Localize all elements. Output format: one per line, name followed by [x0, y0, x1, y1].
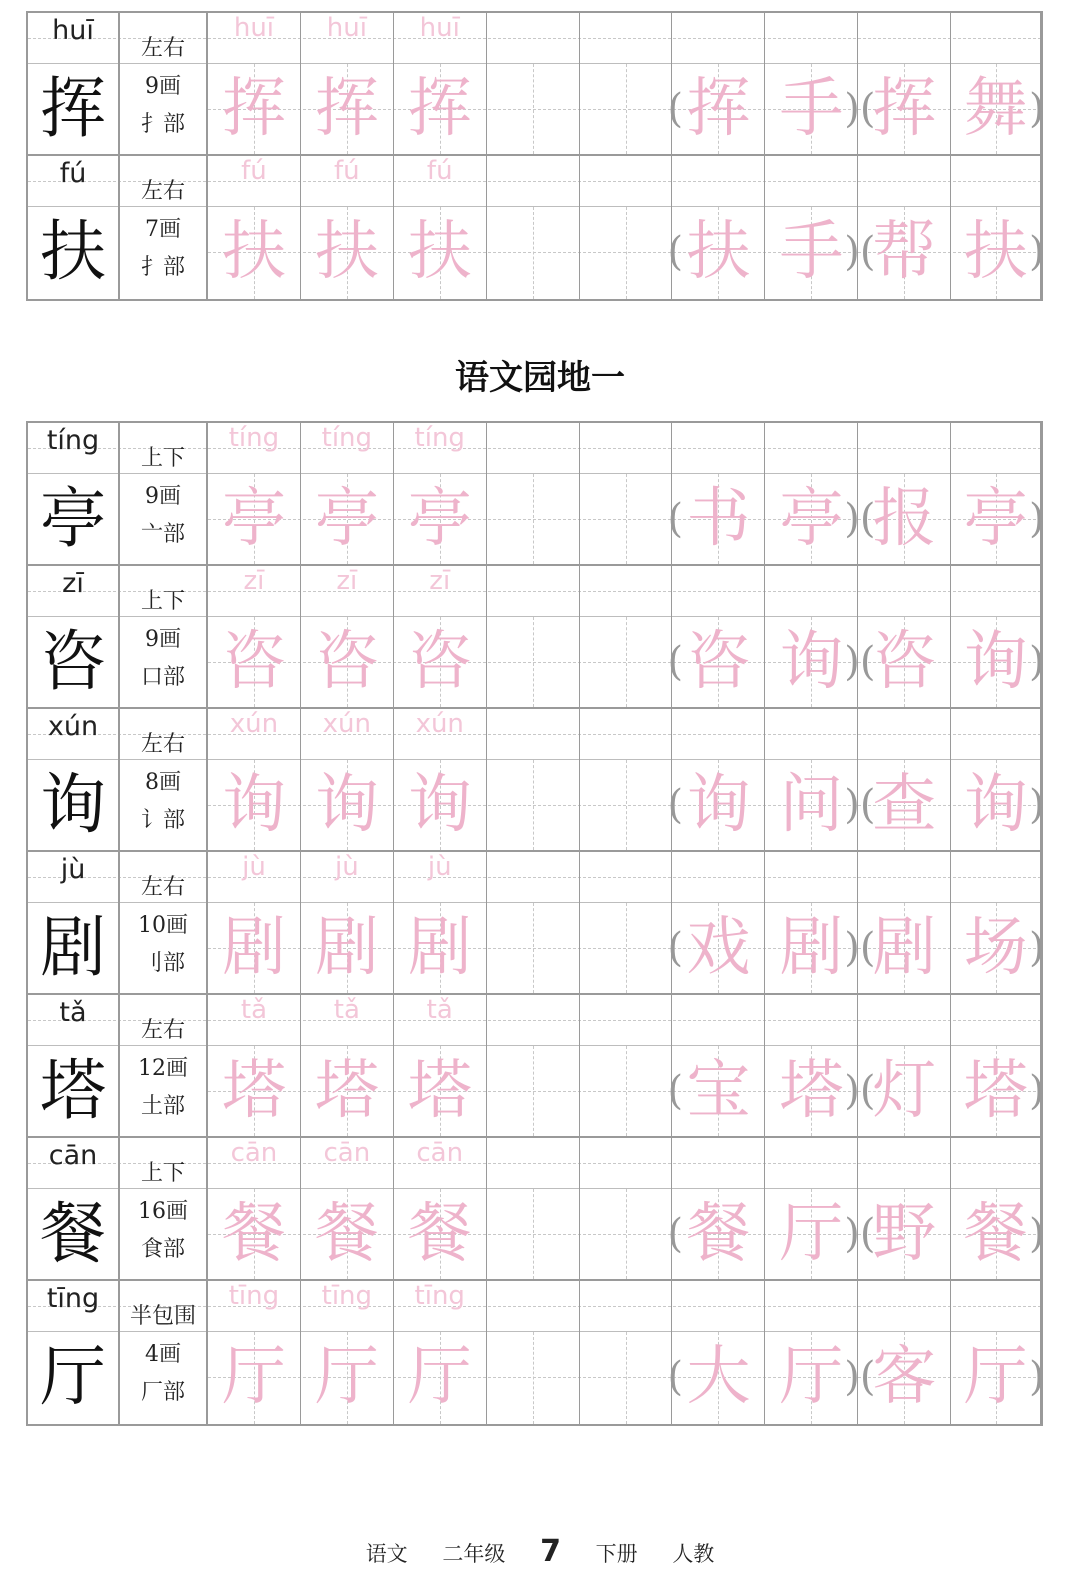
practice-cell[interactable] — [673, 709, 766, 850]
char-pinyin: fú — [59, 158, 87, 189]
trace-pinyin: tīng — [321, 1281, 373, 1311]
practice-cell[interactable] — [673, 423, 766, 564]
practice-cell[interactable] — [951, 156, 1041, 299]
section-title: 语文园地一 — [455, 358, 625, 398]
trace-pinyin: tǎ — [333, 995, 360, 1025]
paren-mark: ) — [1029, 86, 1045, 132]
char-cell — [28, 1138, 120, 1279]
word-char: 亭 — [963, 482, 1028, 556]
paren-mark: )( — [844, 1068, 876, 1114]
practice-cell[interactable] — [673, 566, 766, 707]
char-radical: 食部 — [140, 1237, 185, 1262]
trace-pinyin: tíng — [321, 423, 373, 453]
guide-line — [533, 207, 534, 299]
practice-cell[interactable] — [394, 156, 487, 299]
char-strokes: 7画 — [145, 217, 181, 242]
practice-cell[interactable] — [394, 1281, 487, 1424]
char-pinyin: zī — [62, 568, 84, 599]
practice-cell[interactable] — [673, 156, 766, 299]
paren-mark: )( — [844, 639, 876, 685]
paren-mark: )( — [844, 229, 876, 275]
char-structure: 上下 — [140, 589, 185, 614]
practice-cell[interactable] — [580, 566, 673, 707]
char-info-cell — [120, 423, 208, 564]
page-number: 7 — [540, 1534, 561, 1569]
practice-cell[interactable] — [487, 156, 580, 299]
word-char: 厅 — [963, 1340, 1028, 1414]
practice-cell[interactable] — [208, 13, 301, 154]
practice-cell[interactable] — [301, 1138, 394, 1279]
practice-cell[interactable] — [951, 1138, 1041, 1279]
word-char: 问 — [779, 768, 844, 842]
trace-char: 挥 — [221, 72, 286, 146]
trace-char: 塔 — [221, 1054, 286, 1128]
paren-mark: ( — [667, 639, 684, 685]
paren-mark: ) — [1029, 925, 1045, 971]
guide-line — [626, 64, 627, 154]
word-char: 餐 — [686, 1197, 751, 1271]
char-glyph: 挥 — [40, 70, 106, 147]
practice-cell[interactable] — [394, 852, 487, 993]
practice-cell[interactable] — [951, 1281, 1041, 1424]
char-cell — [28, 156, 120, 299]
char-pinyin: cān — [48, 1140, 98, 1171]
trace-char: 剧 — [221, 911, 286, 985]
guide-line — [626, 474, 627, 564]
trace-char: 亭 — [221, 482, 286, 556]
char-cell — [28, 995, 120, 1136]
paren-mark: )( — [844, 1211, 876, 1257]
practice-cell[interactable] — [208, 423, 301, 564]
trace-char: 挥 — [314, 72, 379, 146]
char-strokes: 16画 — [138, 1199, 188, 1224]
practice-cell[interactable] — [487, 1281, 580, 1424]
char-row — [28, 156, 1045, 299]
word-char: 舞 — [963, 72, 1028, 146]
char-row — [28, 423, 1045, 566]
word-char: 手 — [779, 215, 844, 289]
guide-line — [533, 1046, 534, 1136]
practice-cell[interactable] — [487, 423, 580, 564]
char-glyph: 餐 — [40, 1195, 106, 1272]
trace-pinyin: jù — [427, 852, 452, 882]
paren-mark: ( — [667, 1354, 684, 1400]
char-glyph: 剧 — [40, 909, 106, 986]
paren-mark: ( — [667, 1211, 684, 1257]
char-radical: 刂部 — [140, 951, 185, 976]
char-structure: 左右 — [140, 1018, 185, 1043]
trace-pinyin: fú — [426, 156, 453, 186]
word-char: 咨 — [686, 625, 751, 699]
footer-publisher: 人教 — [672, 1542, 715, 1566]
practice-cell[interactable] — [580, 1281, 673, 1424]
char-pinyin: jù — [60, 854, 86, 885]
practice-cell[interactable] — [487, 566, 580, 707]
paren-mark: ) — [1029, 782, 1045, 828]
trace-char: 亭 — [407, 482, 472, 556]
practice-cell[interactable] — [208, 156, 301, 299]
trace-char: 挥 — [407, 72, 472, 146]
word-char: 大 — [686, 1340, 751, 1414]
trace-pinyin: cān — [416, 1138, 464, 1168]
paren-mark: ( — [667, 925, 684, 971]
practice-cell[interactable] — [951, 852, 1041, 993]
char-structure: 左右 — [140, 732, 185, 757]
char-pinyin: xún — [47, 711, 99, 742]
paren-mark: ( — [667, 229, 684, 275]
practice-cell[interactable] — [208, 852, 301, 993]
practice-cell[interactable] — [580, 423, 673, 564]
char-glyph: 厅 — [40, 1338, 106, 1415]
trace-pinyin: cān — [323, 1138, 371, 1168]
practice-cell[interactable] — [301, 423, 394, 564]
word-char: 剧 — [872, 911, 937, 985]
practice-table-1 — [26, 11, 1043, 301]
practice-cell[interactable] — [208, 709, 301, 850]
trace-char: 扶 — [221, 215, 286, 289]
char-strokes: 12画 — [138, 1056, 188, 1081]
trace-char: 询 — [314, 768, 379, 842]
trace-char: 厅 — [221, 1340, 286, 1414]
trace-char: 塔 — [407, 1054, 472, 1128]
char-structure: 半包围 — [129, 1304, 196, 1329]
word-char: 扶 — [963, 215, 1028, 289]
char-glyph: 咨 — [40, 623, 106, 700]
practice-cell[interactable] — [580, 995, 673, 1136]
trace-char: 剧 — [407, 911, 472, 985]
practice-cell[interactable] — [951, 423, 1041, 564]
practice-cell[interactable] — [673, 1281, 766, 1424]
practice-cell[interactable] — [951, 13, 1041, 154]
practice-cell[interactable] — [394, 995, 487, 1136]
guide-line — [533, 474, 534, 564]
practice-cell[interactable] — [394, 13, 487, 154]
trace-pinyin: tǎ — [240, 995, 268, 1025]
trace-pinyin: huī — [326, 13, 367, 43]
char-cell — [28, 709, 120, 850]
trace-pinyin: fú — [334, 156, 360, 186]
trace-char: 扶 — [407, 215, 472, 289]
trace-char: 亭 — [314, 482, 379, 556]
char-radical: 扌部 — [140, 112, 185, 137]
char-strokes: 10画 — [138, 913, 188, 938]
guide-line — [626, 617, 627, 707]
trace-pinyin: xún — [322, 709, 371, 739]
guide-line — [533, 1189, 534, 1279]
word-char: 书 — [686, 482, 751, 556]
word-char: 野 — [872, 1197, 937, 1271]
trace-char: 询 — [221, 768, 286, 842]
word-char: 灯 — [872, 1054, 937, 1128]
paren-mark: ) — [1029, 1354, 1045, 1400]
char-structure: 上下 — [140, 1161, 185, 1186]
char-info-cell — [120, 852, 208, 993]
practice-cell[interactable] — [951, 709, 1041, 850]
word-char: 查 — [872, 768, 937, 842]
paren-mark: )( — [844, 925, 876, 971]
page-footer — [0, 1534, 1080, 1569]
word-char: 厅 — [779, 1197, 844, 1271]
char-cell — [28, 1281, 120, 1424]
trace-pinyin: tíng — [414, 423, 465, 453]
char-strokes: 9画 — [145, 627, 181, 652]
footer-grade: 二年级 — [442, 1542, 506, 1566]
word-char: 场 — [963, 911, 1028, 985]
word-char: 询 — [963, 625, 1028, 699]
practice-cell[interactable] — [394, 709, 487, 850]
practice-cell[interactable] — [394, 1138, 487, 1279]
trace-pinyin: jù — [334, 852, 359, 882]
char-structure: 左右 — [140, 179, 185, 204]
trace-pinyin: tīng — [228, 1281, 280, 1311]
word-char: 戏 — [686, 911, 751, 985]
trace-pinyin: tǎ — [426, 995, 453, 1025]
guide-line — [626, 1189, 627, 1279]
practice-cell[interactable] — [580, 156, 673, 299]
char-row — [28, 995, 1045, 1138]
char-strokes: 9画 — [145, 74, 181, 99]
practice-cell[interactable] — [487, 852, 580, 993]
char-radical: 厂部 — [140, 1380, 185, 1405]
practice-cell[interactable] — [951, 995, 1041, 1136]
trace-char: 剧 — [314, 911, 379, 985]
trace-char: 厅 — [314, 1340, 379, 1414]
trace-pinyin: huī — [419, 13, 460, 43]
word-char: 手 — [779, 72, 844, 146]
char-cell — [28, 13, 120, 154]
trace-char: 扶 — [314, 215, 379, 289]
paren-mark: )( — [844, 1354, 876, 1400]
word-char: 帮 — [872, 215, 937, 289]
paren-mark: ( — [667, 496, 684, 542]
practice-cell[interactable] — [673, 1138, 766, 1279]
trace-char: 餐 — [221, 1197, 286, 1271]
guide-line — [533, 617, 534, 707]
char-glyph: 扶 — [40, 213, 106, 290]
practice-cell[interactable] — [208, 1281, 301, 1424]
char-pinyin: tǎ — [59, 997, 87, 1028]
word-char: 餐 — [963, 1197, 1028, 1271]
word-char: 厅 — [779, 1340, 844, 1414]
char-structure: 上下 — [140, 446, 185, 471]
word-char: 客 — [872, 1340, 937, 1414]
word-char: 报 — [872, 482, 937, 556]
char-cell — [28, 423, 120, 564]
paren-mark: ) — [1029, 229, 1045, 275]
guide-line — [626, 207, 627, 299]
char-structure: 左右 — [140, 875, 185, 900]
footer-subject: 语文 — [365, 1542, 408, 1566]
guide-line — [533, 903, 534, 993]
practice-cell[interactable] — [208, 995, 301, 1136]
char-info-cell — [120, 566, 208, 707]
char-glyph: 询 — [40, 766, 106, 843]
practice-cell[interactable] — [208, 566, 301, 707]
trace-pinyin: huī — [233, 13, 275, 43]
practice-table-2 — [26, 421, 1043, 1426]
paren-mark: ( — [667, 782, 684, 828]
practice-cell[interactable] — [301, 852, 394, 993]
char-structure: 左右 — [140, 36, 185, 61]
paren-mark: ) — [1029, 1211, 1045, 1257]
practice-cell[interactable] — [487, 995, 580, 1136]
char-strokes: 9画 — [145, 484, 181, 509]
char-row — [28, 566, 1045, 709]
trace-char: 餐 — [314, 1197, 379, 1271]
trace-pinyin: zī — [429, 566, 451, 596]
char-radical: 口部 — [140, 665, 185, 690]
word-char: 询 — [963, 768, 1028, 842]
char-info-cell — [120, 1138, 208, 1279]
trace-pinyin: xún — [229, 709, 279, 739]
paren-mark: ( — [667, 1068, 684, 1114]
char-info-cell — [120, 1281, 208, 1424]
char-radical: 土部 — [140, 1094, 185, 1119]
trace-char: 塔 — [314, 1054, 379, 1128]
trace-pinyin: zī — [336, 566, 358, 596]
practice-cell[interactable] — [580, 709, 673, 850]
practice-cell[interactable] — [673, 995, 766, 1136]
paren-mark: )( — [844, 86, 876, 132]
char-strokes: 4画 — [145, 1342, 181, 1367]
paren-mark: ( — [667, 86, 684, 132]
practice-cell[interactable] — [673, 13, 766, 154]
char-row — [28, 1281, 1045, 1424]
paren-mark: )( — [844, 782, 876, 828]
word-char: 挥 — [872, 72, 937, 146]
char-glyph: 塔 — [40, 1052, 106, 1129]
guide-line — [533, 760, 534, 850]
practice-cell[interactable] — [580, 13, 673, 154]
trace-pinyin: fú — [241, 156, 267, 186]
char-info-cell — [120, 156, 208, 299]
guide-line — [533, 1332, 534, 1424]
word-char: 塔 — [779, 1054, 844, 1128]
practice-cell[interactable] — [301, 1281, 394, 1424]
word-char: 扶 — [686, 215, 751, 289]
char-glyph: 亭 — [40, 480, 106, 557]
word-char: 宝 — [686, 1054, 751, 1128]
char-pinyin: tíng — [46, 425, 100, 456]
trace-pinyin: tíng — [228, 423, 280, 453]
char-info-cell — [120, 995, 208, 1136]
practice-cell[interactable] — [951, 566, 1041, 707]
practice-cell[interactable] — [580, 1138, 673, 1279]
char-radical: 亠部 — [140, 522, 185, 547]
char-pinyin: tīng — [46, 1283, 100, 1314]
trace-pinyin: jù — [242, 852, 266, 882]
word-char: 咨 — [872, 625, 937, 699]
practice-cell[interactable] — [301, 156, 394, 299]
trace-char: 询 — [407, 768, 472, 842]
trace-pinyin: tīng — [414, 1281, 465, 1311]
guide-line — [626, 1332, 627, 1424]
trace-char: 餐 — [407, 1197, 472, 1271]
trace-char: 厅 — [407, 1340, 472, 1414]
char-row — [28, 13, 1045, 156]
paren-mark: )( — [844, 496, 876, 542]
word-char: 询 — [779, 625, 844, 699]
trace-pinyin: xún — [415, 709, 464, 739]
trace-char: 咨 — [314, 625, 379, 699]
char-radical: 扌部 — [140, 255, 185, 280]
practice-cell[interactable] — [394, 423, 487, 564]
char-cell — [28, 852, 120, 993]
char-row — [28, 852, 1045, 995]
practice-cell[interactable] — [301, 995, 394, 1136]
word-char: 塔 — [963, 1054, 1028, 1128]
practice-cell[interactable] — [487, 709, 580, 850]
char-pinyin: huī — [52, 15, 94, 46]
practice-cell[interactable] — [673, 852, 766, 993]
trace-pinyin: cān — [230, 1138, 278, 1168]
char-info-cell — [120, 13, 208, 154]
footer-volume: 下册 — [595, 1542, 638, 1566]
char-cell — [28, 566, 120, 707]
practice-cell[interactable] — [394, 566, 487, 707]
practice-cell[interactable] — [208, 1138, 301, 1279]
paren-mark: ) — [1029, 496, 1045, 542]
practice-cell[interactable] — [301, 709, 394, 850]
word-char: 询 — [686, 768, 751, 842]
guide-line — [626, 903, 627, 993]
word-char: 挥 — [686, 72, 751, 146]
char-strokes: 8画 — [145, 770, 181, 795]
char-radical: 讠部 — [140, 808, 185, 833]
paren-mark: ) — [1029, 639, 1045, 685]
practice-cell[interactable] — [487, 13, 580, 154]
word-char: 剧 — [779, 911, 844, 985]
practice-cell[interactable] — [301, 566, 394, 707]
trace-pinyin: zī — [243, 566, 265, 596]
guide-line — [626, 1046, 627, 1136]
guide-line — [626, 760, 627, 850]
word-char: 亭 — [779, 482, 844, 556]
char-info-cell — [120, 709, 208, 850]
paren-mark: ) — [1029, 1068, 1045, 1114]
practice-cell[interactable] — [580, 852, 673, 993]
guide-line — [533, 64, 534, 154]
practice-cell[interactable] — [487, 1138, 580, 1279]
char-row — [28, 1138, 1045, 1281]
trace-char: 咨 — [407, 625, 472, 699]
trace-char: 咨 — [221, 625, 286, 699]
char-row — [28, 709, 1045, 852]
practice-cell[interactable] — [301, 13, 394, 154]
